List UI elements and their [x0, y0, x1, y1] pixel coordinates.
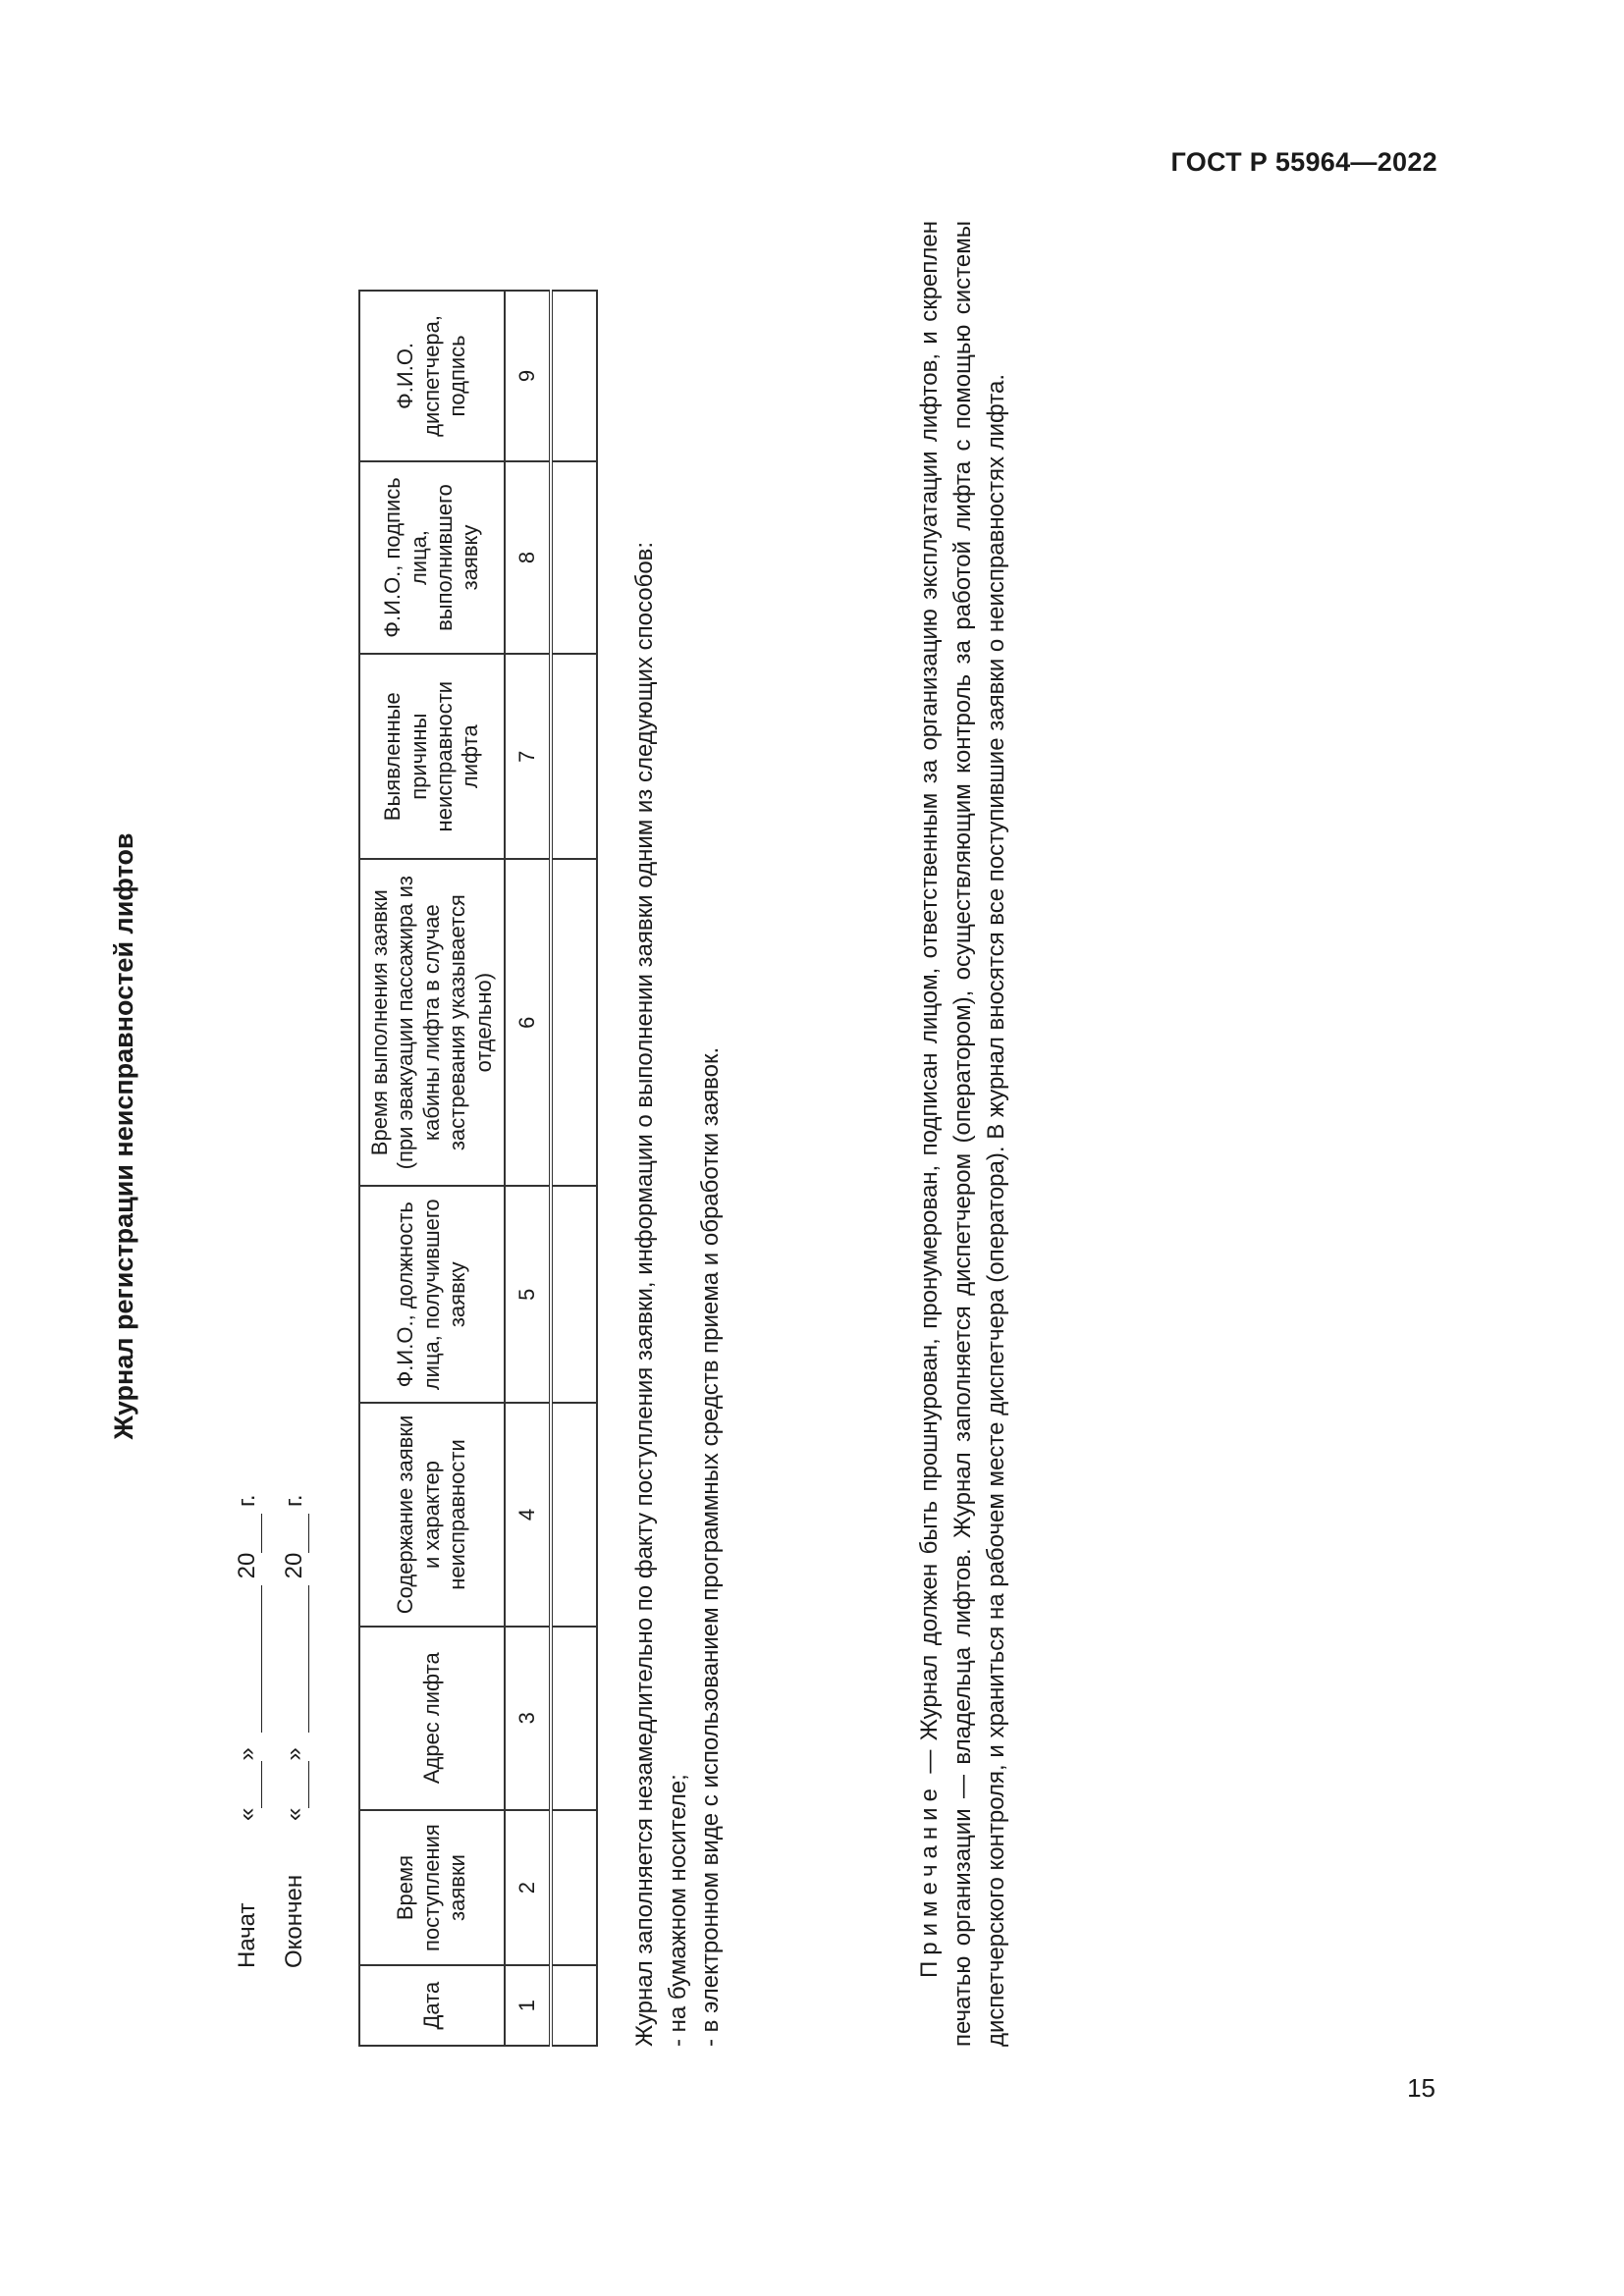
col-number: 2 — [505, 1810, 551, 1965]
col-header-address: Адрес лифта — [359, 1627, 505, 1810]
empty-cell — [551, 859, 597, 1186]
col-number: 9 — [505, 291, 551, 461]
col-number: 1 — [505, 1965, 551, 2046]
col-header-dispatcher: Ф.И.О. диспетчера, подпись — [359, 291, 505, 461]
journal-title: Журнал регистрации неисправностей лифтов — [109, 832, 138, 1440]
end-year-suffix: г. — [281, 1494, 307, 1507]
col-header-causes: Выявленные причины неисправности лифта — [359, 654, 505, 859]
col-number: 6 — [505, 859, 551, 1186]
col-header-receiver: Ф.И.О., должность лица, получившего заявку — [359, 1186, 505, 1403]
end-label: Окончен — [281, 1874, 307, 1968]
col-header-content: Содержание заявки и характер неисправности — [359, 1403, 505, 1626]
instructions-intro: Журнал заполняется незамедлительно по факту поступления заявки, информации о выполнении заявки одним из следующих способов: — [631, 541, 658, 2047]
col-number: 3 — [505, 1627, 551, 1810]
start-year-prefix: 20 — [234, 1552, 260, 1579]
journal-table — [358, 290, 598, 2047]
empty-cell — [551, 1403, 597, 1626]
col-header-date: Дата — [359, 1965, 505, 2046]
note-block — [913, 221, 1013, 2047]
start-day-blank — [234, 1761, 262, 1808]
start-date-line — [234, 1494, 262, 1968]
empty-cell — [551, 291, 597, 461]
note-label: Примечание — [916, 1783, 943, 1978]
end-date-line — [281, 1494, 309, 1968]
col-number: 5 — [505, 1186, 551, 1403]
instructions-item-electronic: - в электронном виде с использованием программных средств приема и обработки заявок. — [697, 1046, 725, 2047]
start-year-suffix: г. — [234, 1494, 260, 1507]
start-year-blank — [234, 1514, 262, 1553]
table-row — [551, 291, 597, 2046]
empty-cell — [551, 1186, 597, 1403]
start-label: Начат — [234, 1902, 260, 1968]
empty-cell — [551, 1627, 597, 1810]
end-quote-open: « — [281, 1807, 307, 1821]
start-quote-open: « — [234, 1807, 260, 1821]
start-quote-close: » — [234, 1747, 260, 1761]
end-day-blank — [281, 1761, 309, 1808]
empty-cell — [551, 461, 597, 654]
col-number: 4 — [505, 1403, 551, 1626]
empty-cell — [551, 654, 597, 859]
empty-cell — [551, 1965, 597, 2046]
end-quote-close: » — [281, 1747, 307, 1761]
col-header-completion-time: Время выполнения заявки (при эвакуации пассажира из кабины лифта в случае застревания указывается отдельно) — [359, 859, 505, 1186]
col-header-executor: Ф.И.О., подпись лица, выполнившего заявку — [359, 461, 505, 654]
end-year-prefix: 20 — [281, 1552, 307, 1579]
page-number: 15 — [1407, 2073, 1435, 2103]
landscape-content — [103, 221, 1085, 2047]
col-header-request-time: Время поступления заявки — [359, 1810, 505, 1965]
note-text: — Журнал должен быть прошнурован, пронумерован, подписан лицом, ответственным за организацию эксплуатации лифтов, и скреплен печатью организации — владельца лифтов. Журнал заполняется диспетчером (оператором), осуществляющим контроль за работой лифта с помощью системы диспетчерского контроля, и храниться на рабочем месте диспетчера (оператора). В журнал вносятся все поступившие заявки о неисправностях лифта. — [916, 221, 1010, 2047]
col-number: 7 — [505, 654, 551, 859]
start-month-blank — [234, 1585, 262, 1733]
end-year-blank — [281, 1514, 309, 1553]
col-number: 8 — [505, 461, 551, 654]
end-month-blank — [281, 1585, 309, 1733]
empty-cell — [551, 1810, 597, 1965]
fill-instructions — [628, 250, 728, 2047]
document-header: ГОСТ Р 55964—2022 — [1170, 147, 1437, 177]
instructions-item-paper: - на бумажном носителе; — [664, 1774, 691, 2047]
